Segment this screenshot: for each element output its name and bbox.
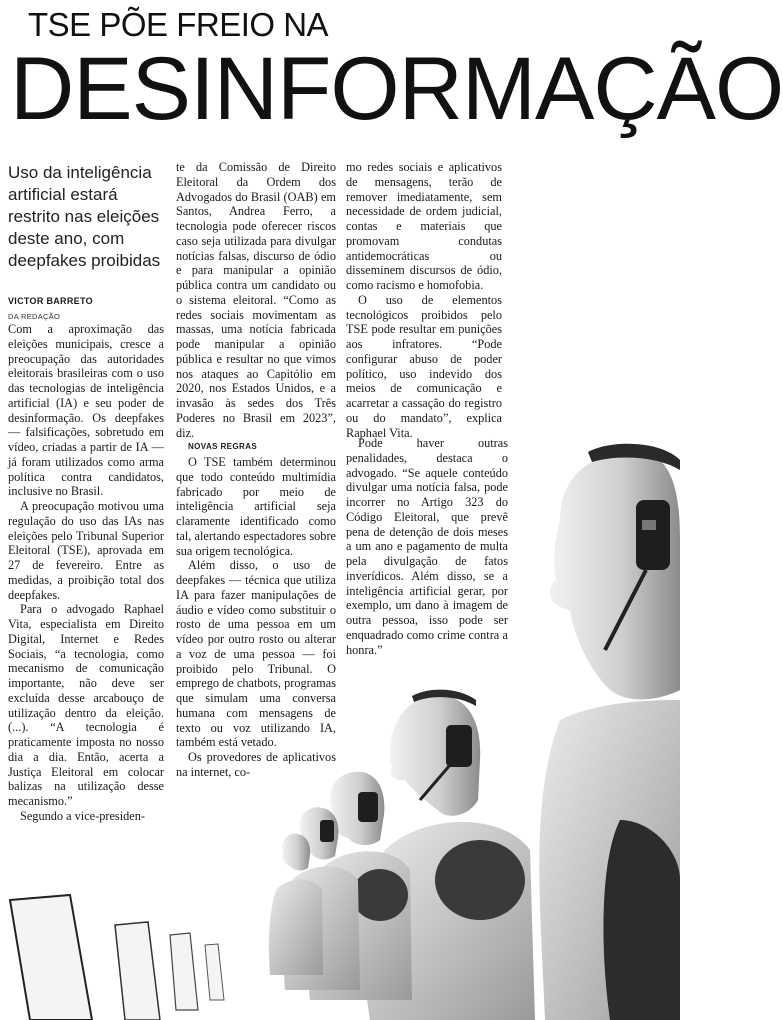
dept-label: DA REDAÇÃO (8, 312, 61, 321)
byline: VICTOR BARRETO (8, 296, 93, 306)
paragraph: Com a aproximação das eleições municipais, cresce a preocupação das autoridades eleitorais brasileiras com o uso das tecnologias de inteligência artificial (IA) e seu poder de desinformação. Os deepfakes — falsificações, sobretudo em vídeo, criadas a partir de IA — já foram utilizados como arma política contra candidatos, inclusive no Brasil. (8, 322, 164, 499)
subhead: NOVAS REGRAS (188, 442, 258, 452)
column-4 (346, 436, 508, 657)
paragraph: A preocupação motivou uma regulação do uso das IAs nas eleições pelo Tribunal Superior Eleitoral (TSE), aprovada em 27 de fevereiro. Entre as medidas, a proibição total dos deepfakes. (8, 499, 164, 602)
paragraph: te da Comissão de Direito Eleitoral da Ordem dos Advogados do Brasil (OAB) em Santos, Andrea Ferro, a tecnologia pode oferecer riscos caso seja utilizada para divulgar notícias falsas, discurso de ódio e para manipular a opinião pública contra um candidato ou o sistema eleitoral. “Como as redes sociais movimentam as massas, uma notícia fabricada pode manipular a opinião pública e resultar no que vimos nos ataques ao Capitólio em 2020, nos Estados Unidos, e a invasão às sedes dos Três Poderes no Brasil em 2023”, diz. (176, 160, 336, 440)
paragraph: Segundo a vice-presiden- (20, 808, 145, 823)
paragraph: O TSE também determinou que todo conteúdo multimídia fabricado por meio de inteligência artificial seja claramente identificado como tal, alertando espectadores sobre sua origem tecnológica. (176, 455, 336, 558)
paragraph: Os provedores de aplicativos na internet, co- (176, 750, 336, 779)
paragraph: Além disso, o uso de deepfakes — técnica que utiliza IA para fazer manipulações de áudio e vídeo como substituir o rosto de uma pessoa em um vídeo por outro rosto ou alterar a voz de uma pessoa — foi proibido pelo Tribunal. O emprego de chatbots, programas que simulam uma conversa humana com mensagens de texto ou voz utilizando IA, também está vetado. (176, 558, 336, 750)
column-2 (176, 160, 336, 780)
robot-farthest (269, 834, 323, 975)
column-1 (8, 322, 164, 824)
paragraph: mo redes sociais e aplicativos de mensagens, terão de remover imediatamente, sem necessidade de ordem judicial, contas e materiais que promovam condutas antidemocráticas ou disseminem discursos de ódio, como racismo e homofobia. (346, 160, 502, 292)
column-3 (346, 160, 502, 440)
paragraph: O uso de elementos tecnológicos proibidos pelo TSE pode resultar em punições aos infratores. “Pode configurar abuso de poder político, uso indevido dos meios de comunicação e acarretar a cassação do registro ou do mandato”, explica Raphael Vita. (346, 292, 502, 440)
robot-medium (364, 690, 535, 1020)
kicker: TSE PÕE FREIO NA (28, 6, 329, 43)
paragraph: Pode haver outras penalidades, destaca o advogado. “Se aquele conteúdo divulgar uma notícia falsa, pode incorrer no Artigo 323 do Código Eleitoral, que prevê pena de detenção de dois meses a um ano e pagamento de multa pela divulgação de fatos inverídicos. Além disso, se a inteligência artificial gerar, por exemplo, um dano à imagem de outra pessoa, isso pode ser enquadrado como crime contra a honra.” (346, 436, 508, 657)
robot-large (539, 444, 680, 1020)
paragraph: Para o advogado Raphael Vita, especialista em Direito Digital, Internet e Redes Sociais, “a tecnologia, como mecanismo de comunicação importante, não deve ser excluída desse arcabouço de utilização dentro da eleição. (...). “A tecnologia é praticamente imposta no nosso dia a dia. Então, acerta a Justiça Eleitoral em colocar balizas na utilização desse mecanismo.” (8, 602, 164, 808)
deck: Uso da inteligência artificial estará restrito nas eleições deste ano, com deepfakes proibidas (8, 163, 161, 270)
laptops (10, 895, 224, 1020)
robot-small (307, 772, 412, 1000)
robot-far (283, 807, 360, 990)
headline: DESINFORMAÇÃO (10, 38, 783, 138)
